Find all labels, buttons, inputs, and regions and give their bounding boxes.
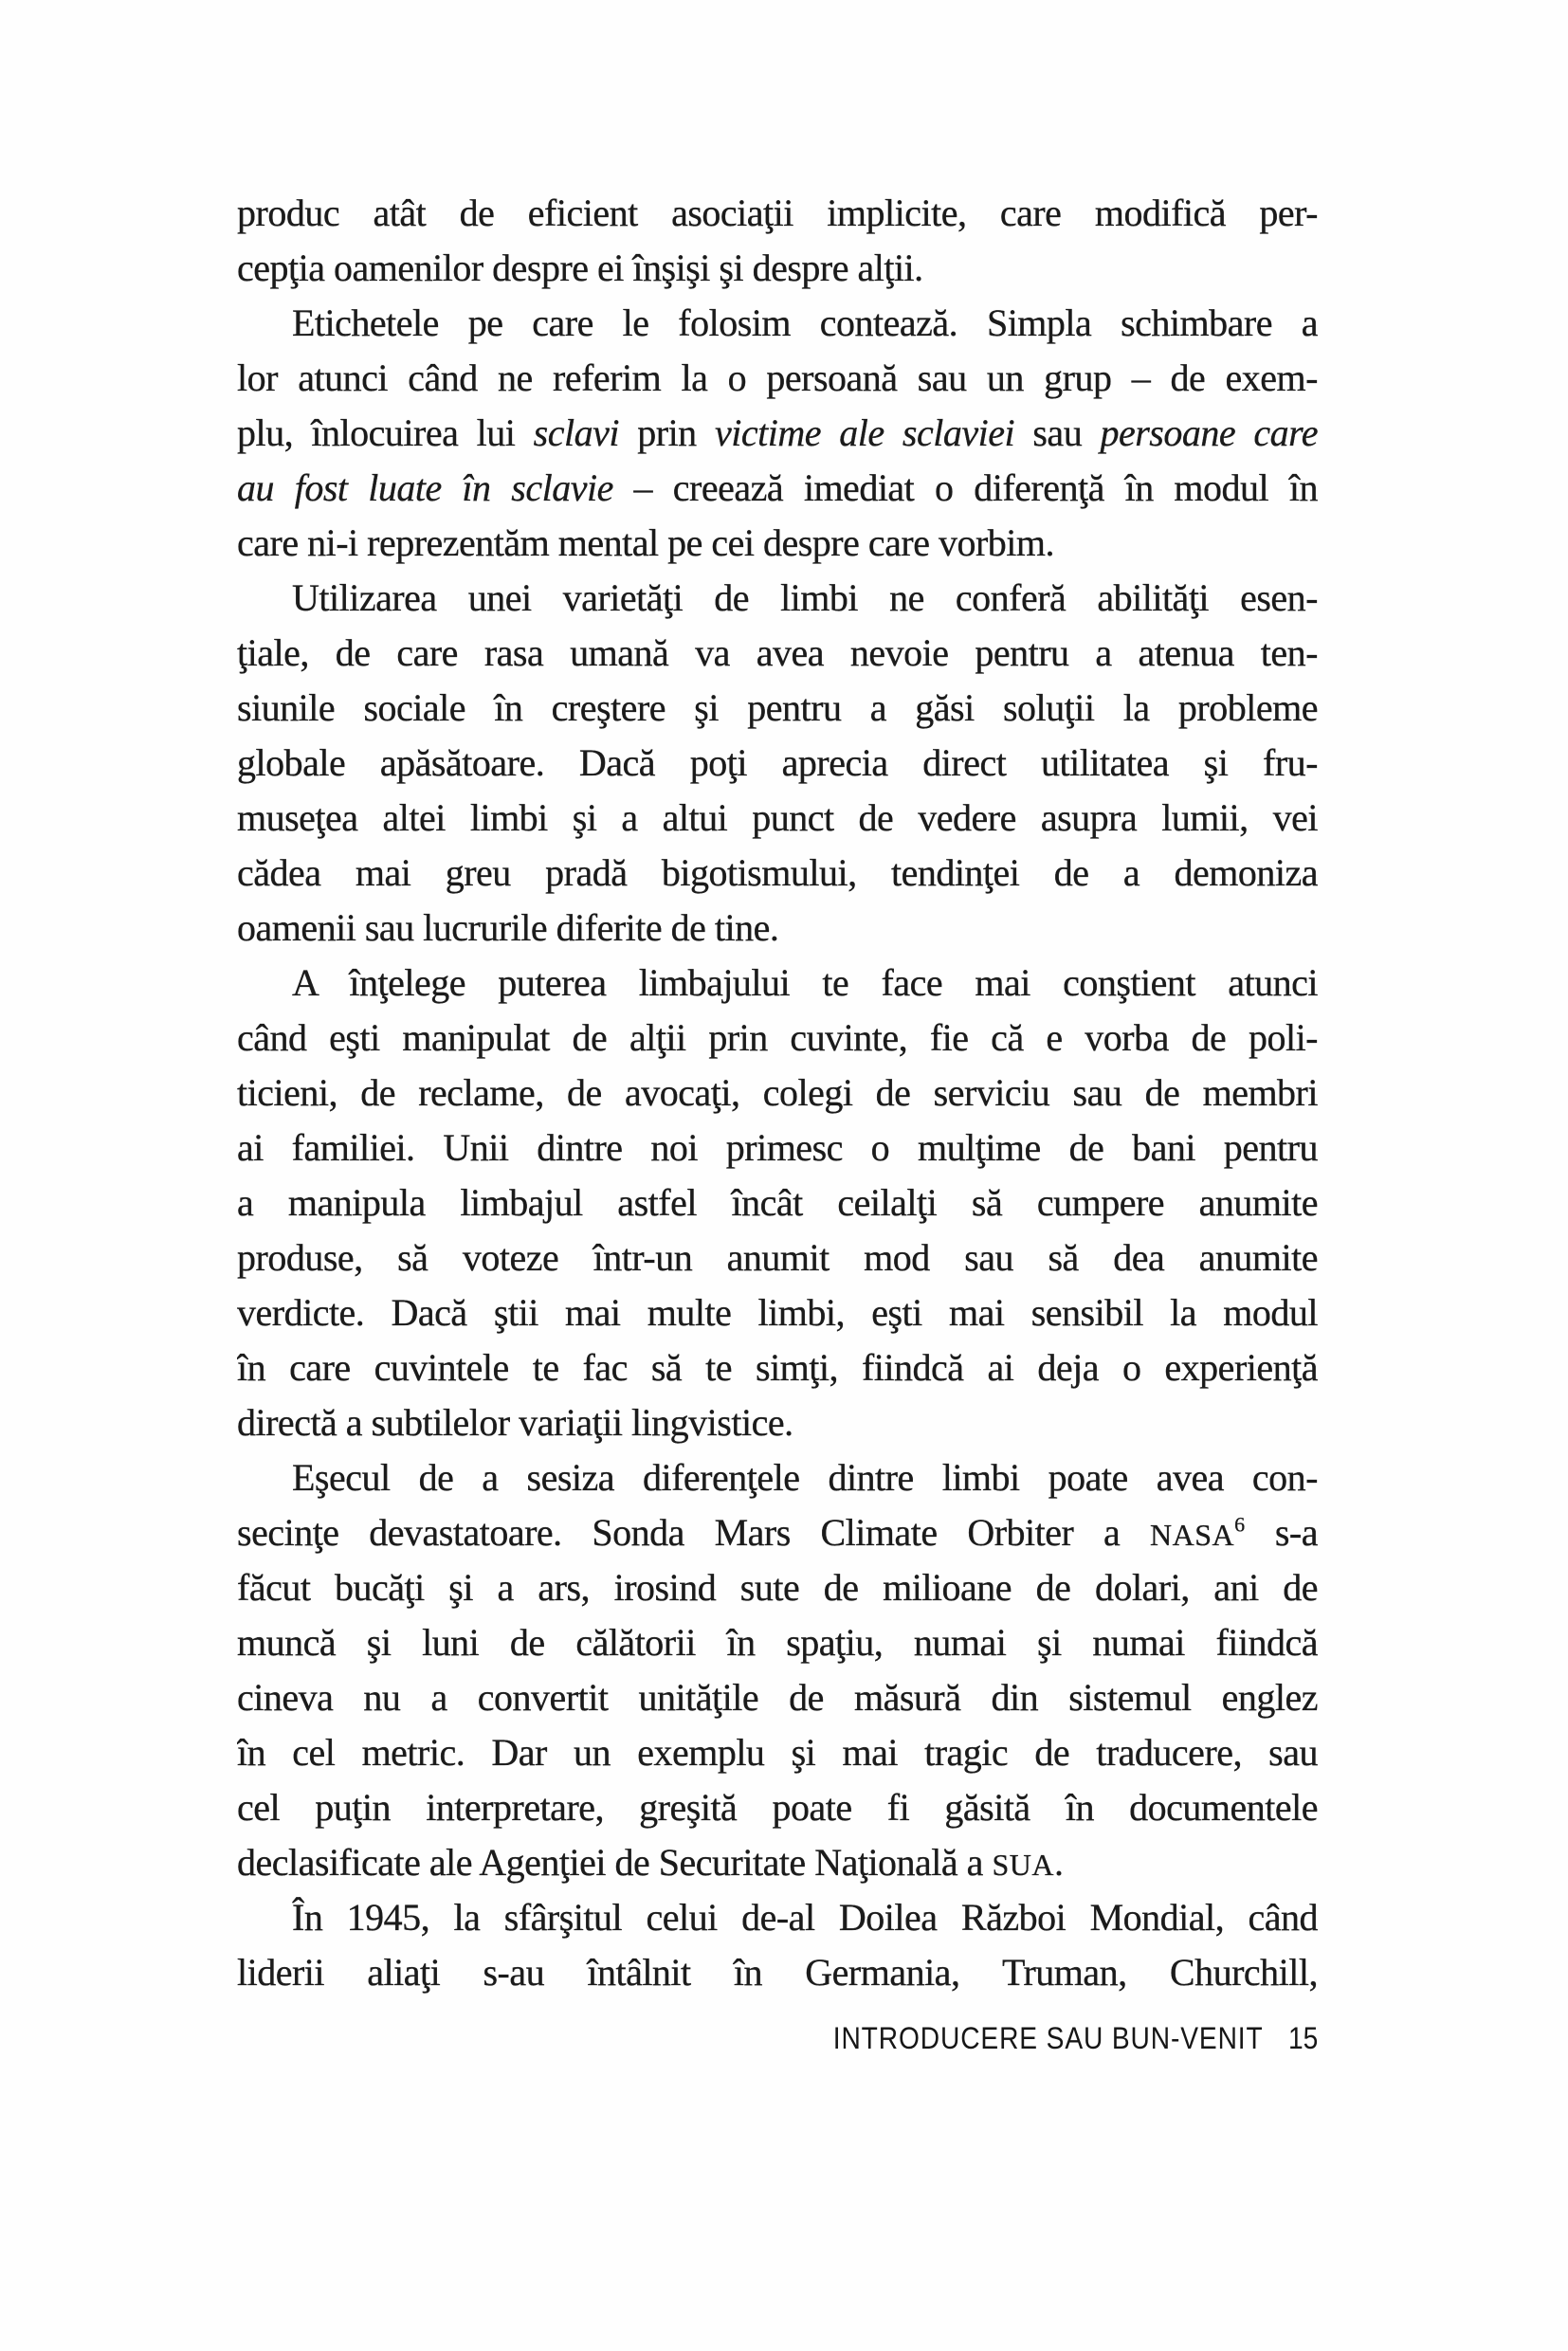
text-run: s-a: [1245, 1511, 1318, 1554]
text-run: care ni-i reprezentăm mental pe cei despre care vorbim.: [237, 521, 1055, 564]
text-run: Etichetele pe care le folosim contează. Simpla schimbare a: [292, 301, 1318, 344]
text-run-italic: persoane care: [1100, 411, 1318, 454]
footer-section-title: INTRODUCERE SAU BUN-VENIT: [832, 2021, 1264, 2055]
text-line: [237, 736, 1318, 791]
text-line: [237, 1670, 1318, 1725]
text-run: secinţe devastatoare. Sonda Mars Climate Orbiter a: [237, 1511, 1151, 1554]
text-run-italic: sclavi: [533, 411, 619, 454]
text-run: ai familiei. Unii dintre noi primesc o mulţime de bani pentru: [237, 1126, 1318, 1169]
text-run: produc atât de eficient asociaţii implicite, care modifică per-: [237, 191, 1318, 234]
text-line: [237, 1615, 1318, 1670]
text-line: [237, 1011, 1318, 1066]
text-run: – creează imediat o diferenţă în modul în: [612, 466, 1318, 509]
text-line: [237, 516, 1318, 571]
text-run: lor atunci când ne referim la o persoană sau un grup – de exem-: [237, 356, 1318, 399]
text-run: în cel metric. Dar un exemplu şi mai tragic de traducere, sau: [237, 1731, 1318, 1774]
text-run: declasificate ale Agenţiei de Securitate Naţională a: [237, 1841, 993, 1884]
text-line: [237, 241, 1318, 296]
text-line: [237, 1505, 1318, 1560]
text-line: [237, 1890, 1318, 1945]
text-run-sup: 6: [1234, 1512, 1246, 1537]
text-run: Utilizarea unei varietăţi de limbi ne conferă abilităţi esen-: [292, 576, 1318, 619]
text-run: cepţia oamenilor despre ei înşişi şi despre alţii.: [237, 246, 923, 289]
text-run: făcut bucăţi şi a ars, irosind sute de milioane de dolari, ani de: [237, 1566, 1318, 1609]
text-run: A înţelege puterea limbajului te face mai conştient atunci: [292, 961, 1318, 1004]
text-run: a manipula limbajul astfel încât ceilalţi să cumpere anumite: [237, 1181, 1318, 1224]
text-line: [237, 1780, 1318, 1835]
text-line: [237, 1395, 1318, 1450]
text-line: [237, 626, 1318, 681]
text-run-smallcaps: SUA: [992, 1848, 1054, 1882]
text-line: [237, 1176, 1318, 1230]
text-run: muncă şi luni de călătorii în spaţiu, numai şi numai fiindcă: [237, 1621, 1318, 1664]
text-run: plu, înlocuirea lui: [237, 411, 534, 454]
text-run: prin: [618, 411, 715, 454]
text-run-italic: victime ale sclaviei: [714, 411, 1015, 454]
text-run: globale apăsătoare. Dacă poţi aprecia direct utilitatea şi fru-: [237, 741, 1318, 784]
text-run: ticieni, de reclame, de avocaţi, colegi de serviciu sau de membri: [237, 1071, 1318, 1114]
text-run: sau: [1014, 411, 1101, 454]
text-run-smallcaps: NASA: [1150, 1518, 1235, 1552]
text-line: [237, 1230, 1318, 1285]
text-run: museţea altei limbi şi a altui punct de vedere asupra lumii, vei: [237, 796, 1318, 839]
text-line: [237, 406, 1318, 461]
text-line: [237, 1725, 1318, 1780]
text-run: în care cuvintele te fac să te simţi, fiindcă ai deja o experienţă: [237, 1346, 1318, 1389]
text-line: [237, 186, 1318, 241]
text-run: când eşti manipulat de alţii prin cuvinte, fie că e vorba de poli-: [237, 1016, 1318, 1059]
text-line: [237, 1560, 1318, 1615]
text-run: ţiale, de care rasa umană va avea nevoie pentru a atenua ten-: [237, 631, 1318, 674]
text-run: directă a subtilelor variaţii lingvistice.: [237, 1401, 793, 1444]
text-run-italic: au fost luate în sclavie: [237, 466, 613, 509]
text-run: .: [1053, 1841, 1064, 1884]
text-run: În 1945, la sfârşitul celui de-al Doilea Război Mondial, când: [292, 1896, 1318, 1939]
text-line: [237, 1066, 1318, 1121]
text-line: [237, 956, 1318, 1011]
text-run: Eşecul de a sesiza diferenţele dintre limbi poate avea con-: [292, 1456, 1318, 1499]
text-run: oamenii sau lucrurile diferite de tine.: [237, 906, 779, 949]
text-run: produse, să voteze într-un anumit mod sau să dea anumite: [237, 1236, 1318, 1279]
text-line: [237, 461, 1318, 516]
page-number: 15: [1287, 2021, 1318, 2055]
text-line: [237, 1340, 1318, 1395]
text-run: cineva nu a convertit unităţile de măsură din sistemul englez: [237, 1676, 1318, 1719]
text-line: [237, 296, 1318, 351]
text-line: [237, 791, 1318, 846]
text-run: cădea mai greu pradă bigotismului, tendinţei de a demoniza: [237, 851, 1318, 894]
text-line: [237, 681, 1318, 736]
text-line: [237, 1450, 1318, 1505]
text-run: verdicte. Dacă ştii mai multe limbi, eşti mai sensibil la modul: [237, 1291, 1318, 1334]
running-footer: [832, 2021, 1318, 2056]
text-line: [237, 571, 1318, 626]
text-line: [237, 1285, 1318, 1340]
text-run: liderii aliaţi s-au întâlnit în Germania, Truman, Churchill,: [237, 1951, 1318, 1994]
text-line: [237, 901, 1318, 956]
text-block: [237, 186, 1318, 2000]
text-run: siunile sociale în creştere şi pentru a găsi soluţii la probleme: [237, 686, 1318, 729]
text-run: cel puţin interpretare, greşită poate fi găsită în documentele: [237, 1786, 1318, 1829]
text-line: [237, 351, 1318, 406]
text-line: [237, 1835, 1318, 1890]
text-line: [237, 1121, 1318, 1176]
text-line: [237, 846, 1318, 901]
text-line: [237, 1945, 1318, 2000]
